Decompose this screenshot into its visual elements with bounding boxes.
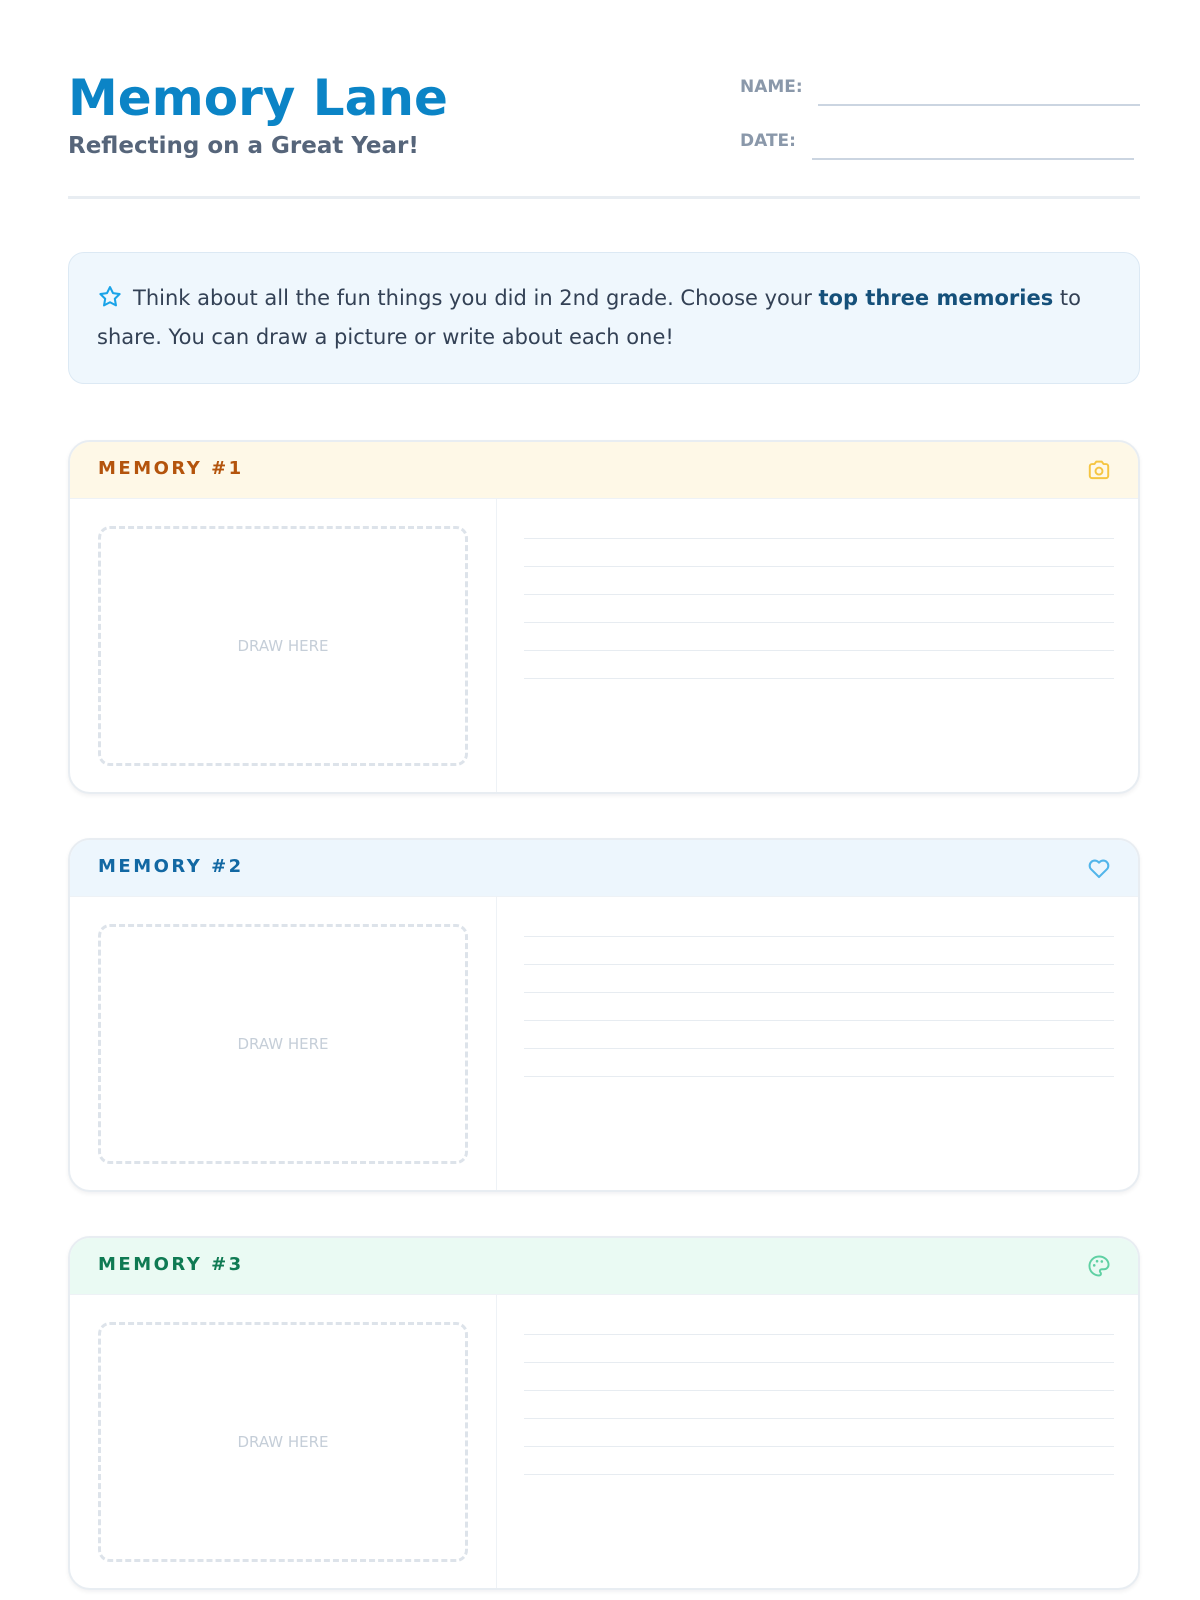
star-icon	[97, 284, 123, 310]
memory-card-header	[70, 840, 1138, 897]
instructions-box	[68, 252, 1140, 384]
writing-line[interactable]	[524, 1076, 1114, 1077]
draw-here-label: DRAW HERE	[237, 637, 329, 655]
palette-icon	[1086, 1253, 1112, 1279]
memory-title: MEMORY #3	[98, 1254, 244, 1275]
writing-line[interactable]	[524, 1446, 1114, 1447]
memory-title: MEMORY #1	[98, 458, 244, 479]
drawing-area[interactable]	[98, 924, 468, 1164]
writing-line[interactable]	[524, 566, 1114, 567]
writing-line[interactable]	[524, 650, 1114, 651]
card-divider	[496, 896, 497, 1192]
draw-here-label: DRAW HERE	[237, 1035, 329, 1053]
writing-line[interactable]	[524, 936, 1114, 937]
card-divider	[496, 498, 497, 794]
writing-line[interactable]	[524, 1474, 1114, 1475]
date-label: DATE:	[740, 131, 796, 151]
writing-line[interactable]	[524, 964, 1114, 965]
memory-card-header	[70, 1238, 1138, 1295]
memory-card-1	[68, 440, 1140, 794]
drawing-area[interactable]	[98, 1322, 468, 1562]
card-divider	[496, 1294, 497, 1590]
draw-here-label: DRAW HERE	[237, 1433, 329, 1451]
memory-title: MEMORY #2	[98, 856, 244, 877]
writing-line[interactable]	[524, 992, 1114, 993]
page-title: Memory Lane	[68, 69, 448, 127]
writing-line[interactable]	[524, 538, 1114, 539]
date-field[interactable]	[812, 158, 1134, 160]
instructions-text: Think about all the fun things you did in 2nd grade. Choose your	[133, 286, 819, 310]
worksheet-page	[68, 0, 1140, 1600]
writing-line[interactable]	[524, 1020, 1114, 1021]
memory-card-3	[68, 1236, 1140, 1590]
writing-line[interactable]	[524, 1418, 1114, 1419]
writing-line[interactable]	[524, 678, 1114, 679]
instructions-text-end: to share. You can draw a picture or write about each one!	[97, 286, 1081, 349]
writing-line[interactable]	[524, 594, 1114, 595]
page-subtitle: Reflecting on a Great Year!	[68, 133, 419, 159]
writing-line[interactable]	[524, 1362, 1114, 1363]
writing-line[interactable]	[524, 1048, 1114, 1049]
writing-line[interactable]	[524, 622, 1114, 623]
memory-card-2	[68, 838, 1140, 1192]
name-label: NAME:	[740, 77, 803, 97]
camera-icon	[1086, 457, 1112, 483]
writing-line[interactable]	[524, 1390, 1114, 1391]
instructions-emphasis: top three memories	[818, 286, 1054, 310]
heart-icon	[1086, 855, 1112, 881]
name-field[interactable]	[818, 104, 1140, 106]
writing-line[interactable]	[524, 1334, 1114, 1335]
drawing-area[interactable]	[98, 526, 468, 766]
memory-card-header	[70, 442, 1138, 499]
worksheet-header	[68, 66, 1140, 199]
